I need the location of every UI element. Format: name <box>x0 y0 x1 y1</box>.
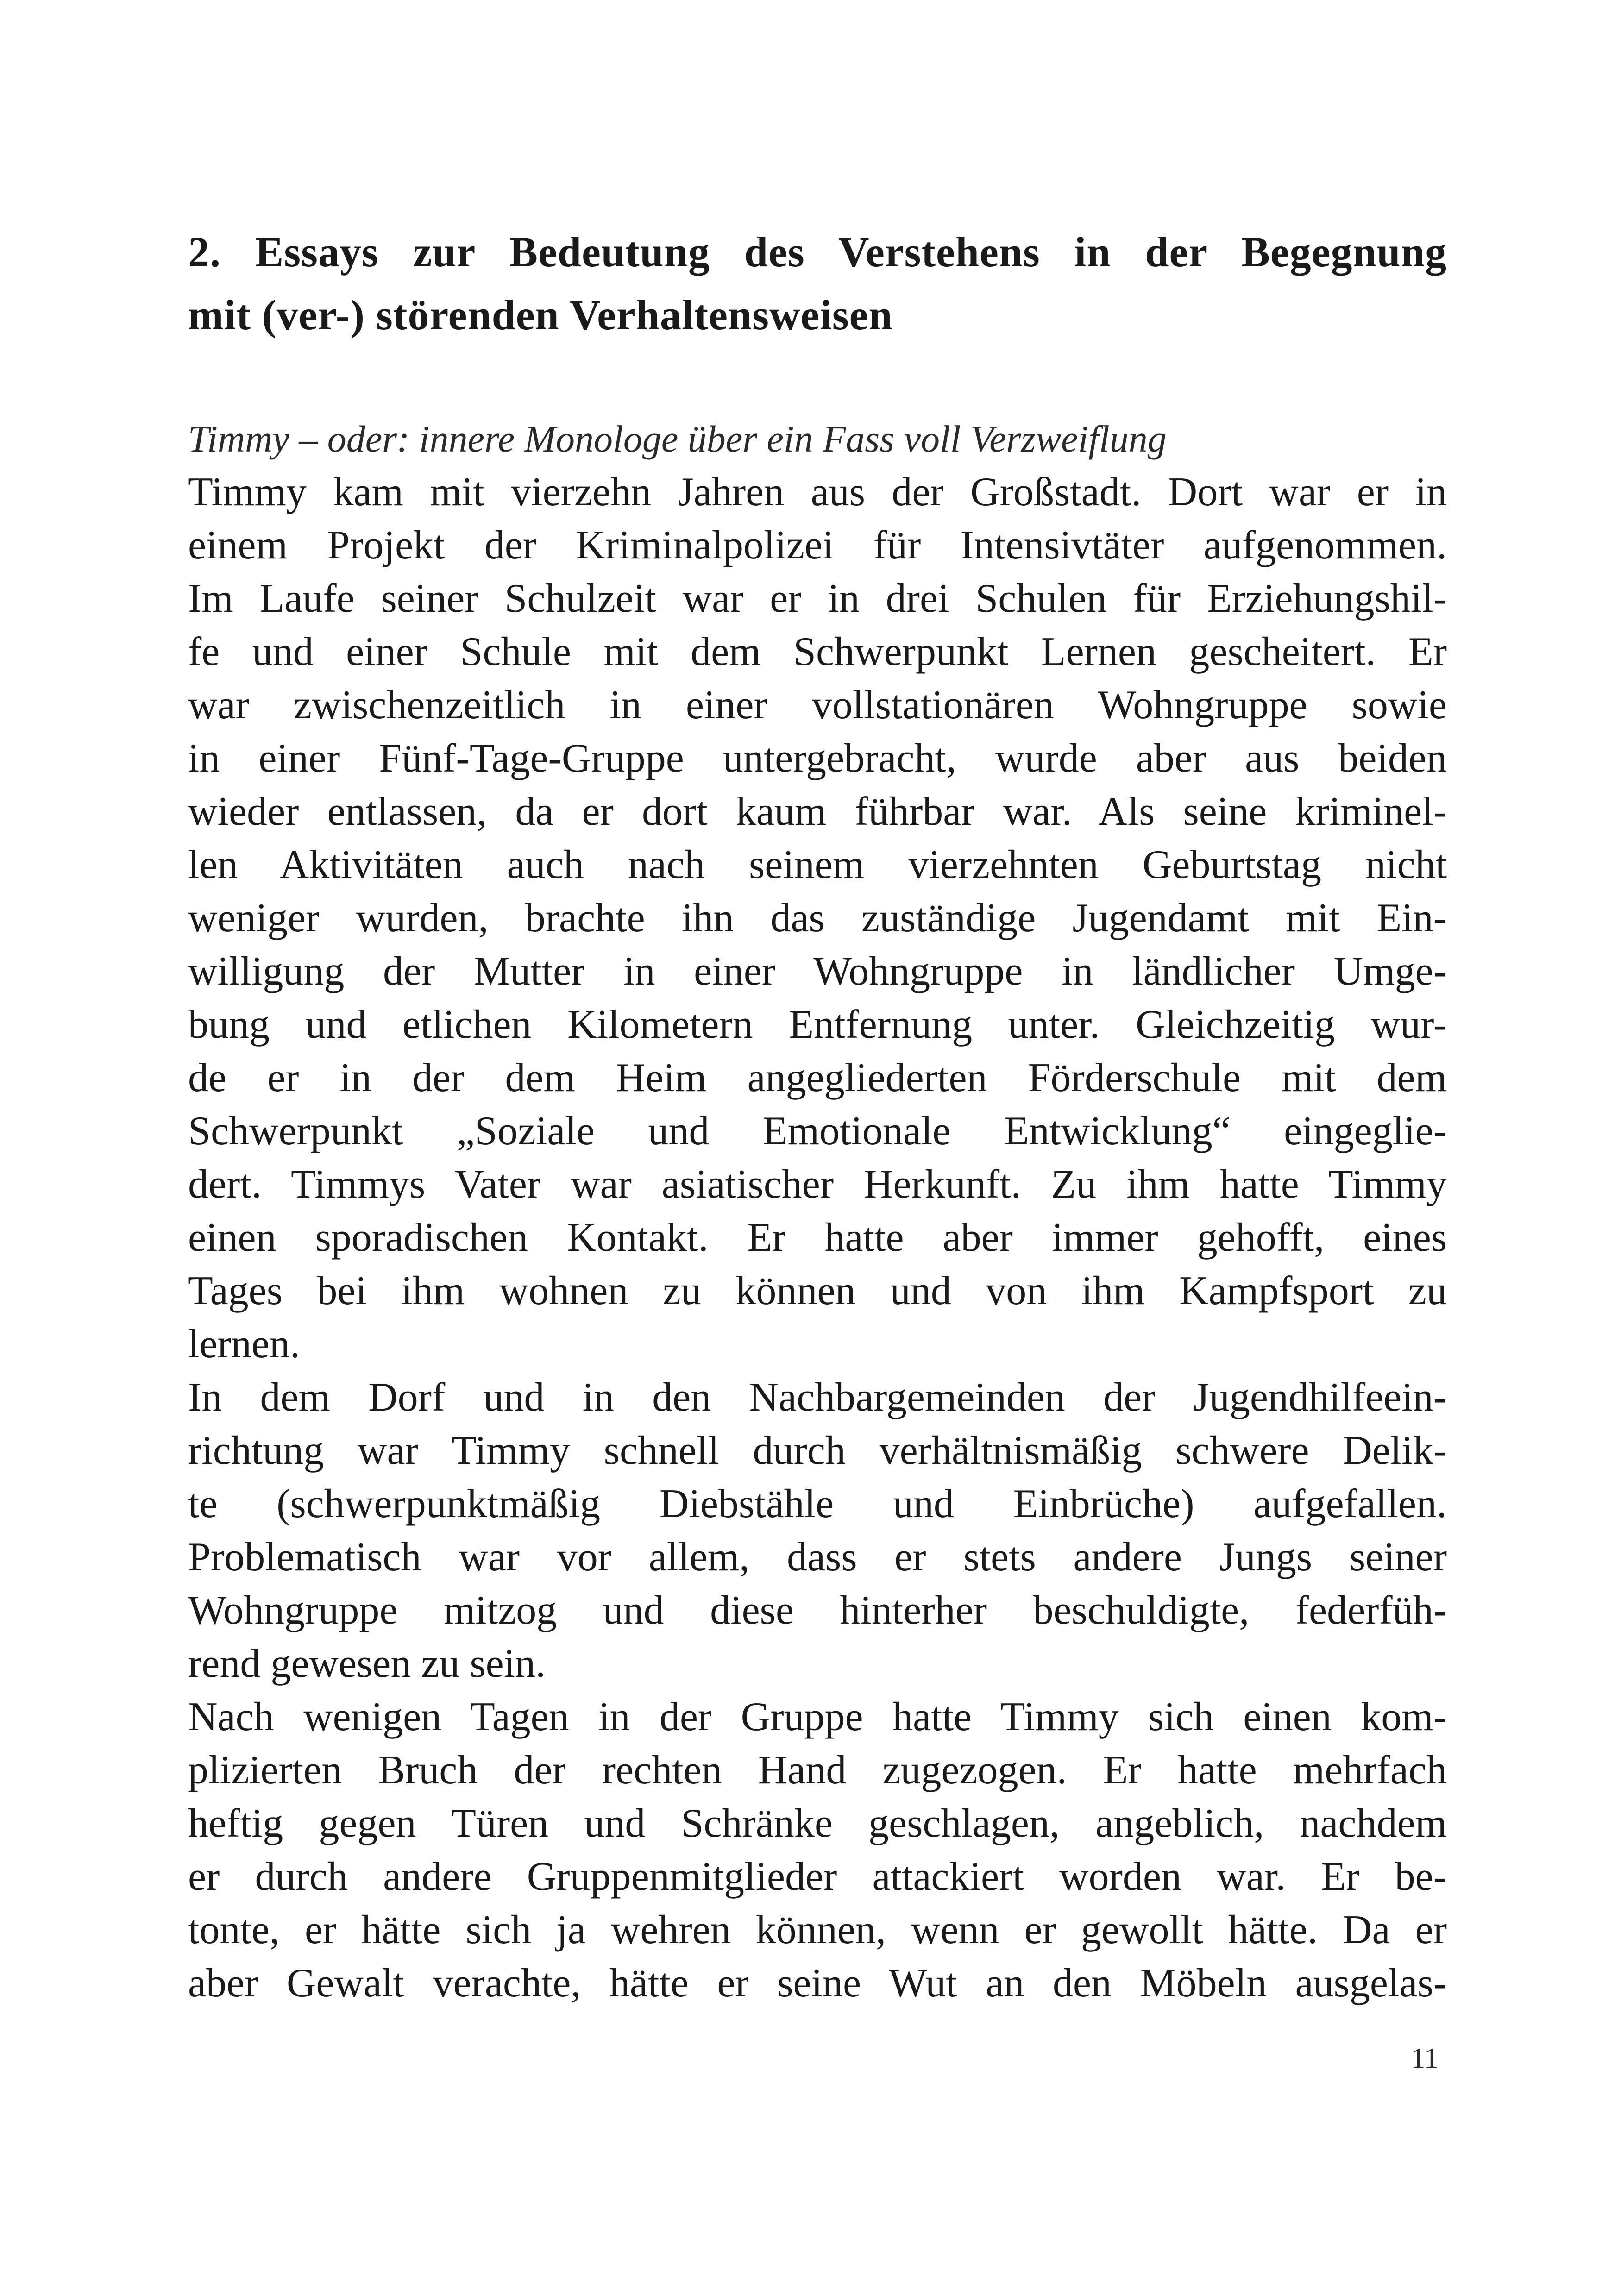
body-line: fe und einer Schule mit dem Schwerpunkt Lernen gescheitert. Er <box>188 629 1447 674</box>
body-line: Problematisch war vor allem, dass er stets andere Jungs seiner <box>188 1535 1447 1580</box>
body-line: Timmy kam mit vierzehn Jahren aus der Großstadt. Dort war er in <box>188 470 1447 514</box>
body-line: weniger wurden, brachte ihn das zuständige Jugendamt mit Ein- <box>188 896 1447 941</box>
body-line: er durch andere Gruppenmitglieder attackiert worden war. Er be- <box>188 1854 1447 1899</box>
body-line: heftig gegen Türen und Schränke geschlagen, angeblich, nachdem <box>188 1801 1447 1846</box>
body-line: war zwischenzeitlich in einer vollstationären Wohngruppe sowie <box>188 683 1447 728</box>
body-line: de er in der dem Heim angegliederten Förderschule mit dem <box>188 1055 1447 1100</box>
section-subtitle: Timmy – oder: innere Monologe über ein Fass voll Verzweiflung <box>188 418 1167 460</box>
body-line: in einer Fünf-Tage-Gruppe untergebracht, wurde aber aus beiden <box>188 736 1447 781</box>
body-line: wieder entlassen, da er dort kaum führbar war. Als seine kriminel- <box>188 789 1447 834</box>
body-line: einem Projekt der Kriminalpolizei für Intensivtäter aufgenommen. <box>188 523 1447 568</box>
body-line: plizierten Bruch der rechten Hand zugezogen. Er hatte mehrfach <box>188 1748 1447 1793</box>
body-line: einen sporadischen Kontakt. Er hatte aber immer gehofft, eines <box>188 1215 1447 1260</box>
page-number: 11 <box>1411 2043 1439 2074</box>
body-line: Wohngruppe mitzog und diese hinterher beschuldigte, federfüh- <box>188 1588 1447 1633</box>
body-line: In dem Dorf und in den Nachbargemeinden der Jugendhilfeein- <box>188 1375 1447 1420</box>
body-line: Im Laufe seiner Schulzeit war er in drei Schulen für Erziehungshil- <box>188 576 1447 621</box>
chapter-heading-line: mit (ver-) störenden Verhaltensweisen <box>188 291 893 339</box>
body-line: tonte, er hätte sich ja wehren können, wenn er gewollt hätte. Da er <box>188 1907 1447 1952</box>
chapter-heading-line: 2. Essays zur Bedeutung des Verstehens in der Begegnung <box>188 228 1447 276</box>
text-block <box>188 218 1447 2010</box>
body-line: rend gewesen zu sein. <box>188 1641 546 1686</box>
body-text <box>188 465 1447 2010</box>
body-line: lernen. <box>188 1322 300 1367</box>
body-line: Nach wenigen Tagen in der Gruppe hatte Timmy sich einen kom- <box>188 1694 1447 1739</box>
body-line: len Aktivitäten auch nach seinem vierzehnten Geburtstag nicht <box>188 842 1447 887</box>
body-line: aber Gewalt verachte, hätte er seine Wut an den Möbeln ausgelas- <box>188 1961 1447 2006</box>
body-line: willigung der Mutter in einer Wohngruppe in ländlicher Umge- <box>188 949 1447 994</box>
body-line: bung und etlichen Kilometern Entfernung unter. Gleichzeitig wur- <box>188 1002 1447 1047</box>
chapter-heading <box>188 218 1447 344</box>
body-line: richtung war Timmy schnell durch verhältnismäßig schwere Delik- <box>188 1428 1447 1473</box>
body-line: dert. Timmys Vater war asiatischer Herkunft. Zu ihm hatte Timmy <box>188 1162 1447 1207</box>
body-line: te (schwerpunktmäßig Diebstähle und Einbrüche) aufgefallen. <box>188 1481 1447 1526</box>
body-line: Tages bei ihm wohnen zu können und von ihm Kampfsport zu <box>188 1268 1447 1313</box>
body-line: Schwerpunkt „Soziale und Emotionale Entwicklung“ eingeglie- <box>188 1109 1447 1154</box>
